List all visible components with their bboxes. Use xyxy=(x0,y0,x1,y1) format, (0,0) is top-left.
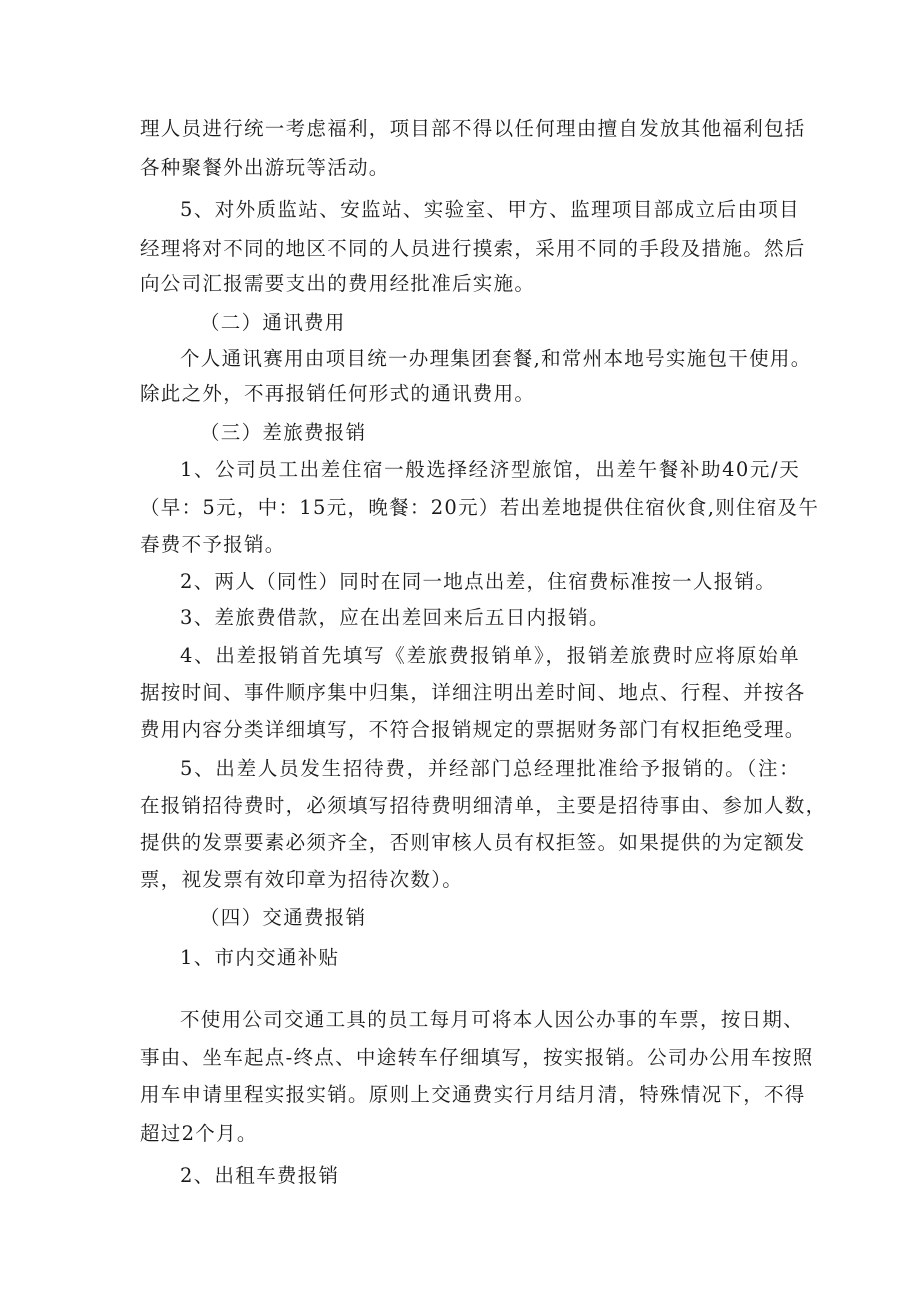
paragraph-line: 超过2个月。 xyxy=(140,1122,258,1145)
paragraph-line: 4、出差报销首先填写《差旅费报销单》，报销差旅费时应将原始单 xyxy=(180,644,800,667)
subsection-heading: 1、市内交通补贴 xyxy=(180,946,340,969)
paragraph-line: 据按时间、事件顺序集中归集，详细注明出差时间、地点、行程、并按各 xyxy=(140,681,806,704)
paragraph-line: 理人员进行统一考虑福利，项目部不得以任何理由擅自发放其他福利包括 xyxy=(140,117,806,140)
paragraph-line: 除此之外，不再报销任何形式的通讯费用。 xyxy=(140,382,536,405)
paragraph-line: 1、公司员工出差住宿一般选择经济型旅馆，出差午餐补助40元/天 xyxy=(180,458,800,481)
paragraph-line: （早：5元，中：15元，晚餐：20元）若出差地提供住宿伙食,则住宿及午 xyxy=(140,496,820,519)
subsection-heading: 2、出租车费报销 xyxy=(180,1164,340,1187)
paragraph-line: 春费不予报销。 xyxy=(140,533,286,556)
section-heading: （四）交通费报销 xyxy=(200,906,367,929)
paragraph-line: 提供的发票要素必须齐全，否则审核人员有权拒签。如果提供的为定额发 xyxy=(140,831,806,854)
section-heading: （二）通讯费用 xyxy=(200,311,346,334)
section-heading: （三）差旅费报销 xyxy=(200,421,367,444)
paragraph-line: 票，视发票有效印章为招待次数）。 xyxy=(140,868,464,891)
paragraph-line: 费用内容分类详细填写，不符合报销规定的票据财务部门有权拒绝受理。 xyxy=(140,718,806,741)
paragraph-line: 5、对外质监站、安监站、实验室、甲方、监理项目部成立后由项目 xyxy=(180,198,800,221)
paragraph-line: 向公司汇报需要支出的费用经批准后实施。 xyxy=(140,272,536,295)
paragraph-line: 5、出差人员发生招待费，并经部门总经理批准给予报销的。（注： xyxy=(180,757,800,780)
paragraph-line: 个人通讯赛用由项目统一办理集团套餐,和常州本地号实施包干使用。 xyxy=(180,347,812,370)
paragraph-line: 事由、坐车起点-终点、中途转车仔细填写，按实报销。公司办公用车按照 xyxy=(140,1046,814,1069)
paragraph-line: 经理将对不同的地区不同的人员进行摸索，采用不同的手段及措施。然后 xyxy=(140,237,806,260)
paragraph-line: 不使用公司交通工具的员工每月可将本人因公办事的车票，按日期、 xyxy=(180,1008,805,1031)
paragraph-line: 3、差旅费借款，应在出差回来后五日内报销。 xyxy=(180,606,610,629)
paragraph-line: 2、两人（同性）同时在同一地点出差，住宿费标准按一人报销。 xyxy=(180,570,777,593)
paragraph-line: 在报销招待费时，必须填写招待费明细清单，主要是招待事由、参加人数， xyxy=(140,794,827,817)
paragraph-line: 各种聚餐外出游玩等活动。 xyxy=(140,156,390,179)
paragraph-line: 用车申请里程实报实销。原则上交通费实行月结月清，特殊情况下，不得 xyxy=(140,1083,806,1106)
